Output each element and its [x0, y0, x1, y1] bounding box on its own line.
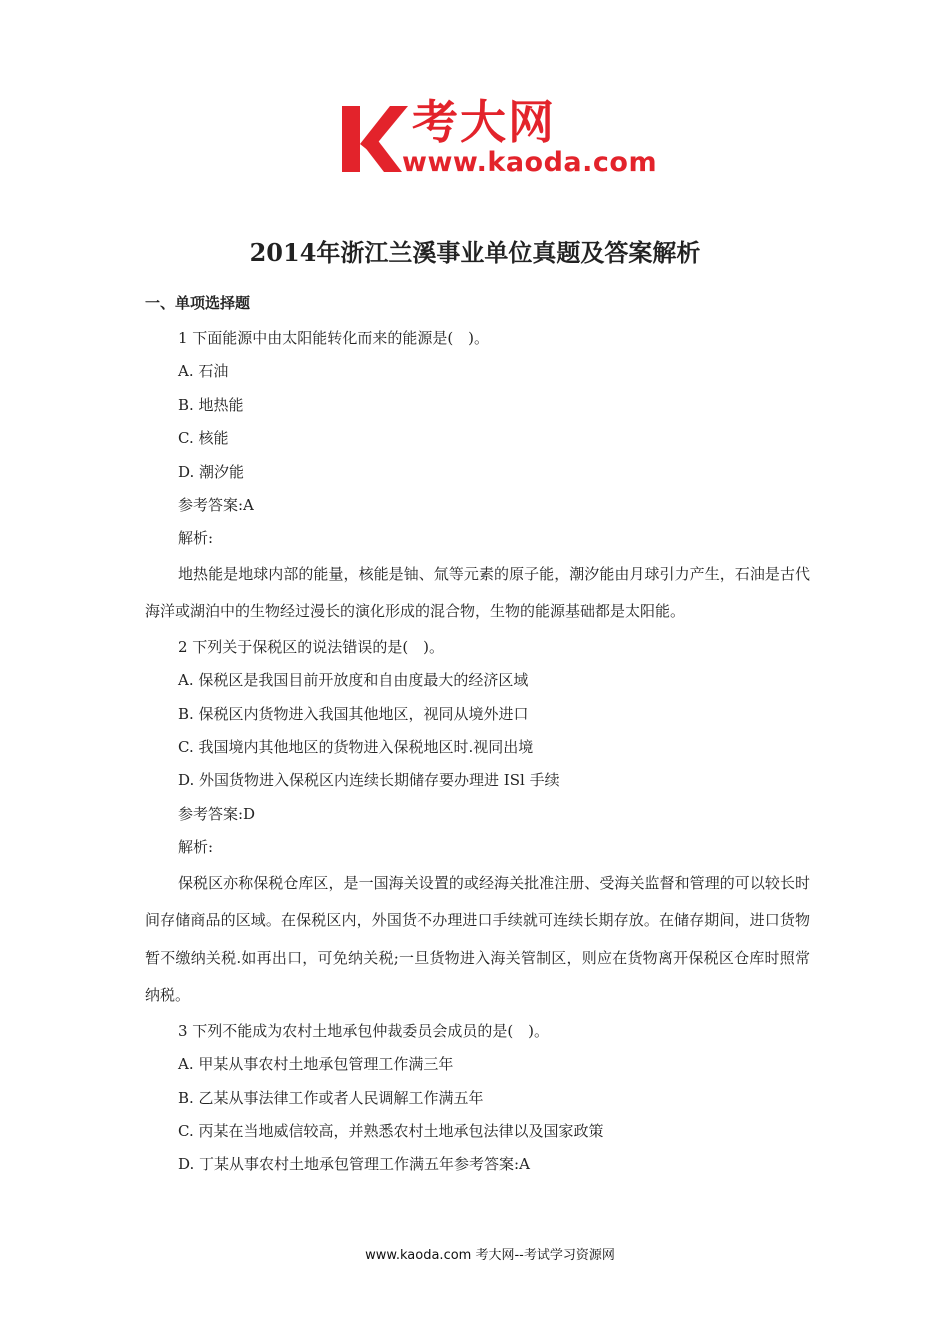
option-c: C. 核能 — [178, 429, 229, 448]
option-a: A. 石油 — [178, 362, 229, 381]
document-title: 2014年浙江兰溪事业单位真题及答案解析 — [249, 238, 701, 267]
kaoda-logo — [340, 96, 670, 186]
option-b: B. 乙某从事法律工作或者人民调解工作满五年 — [178, 1088, 484, 1107]
analysis-label: 解析: — [178, 529, 214, 548]
question-3 — [145, 1015, 810, 1182]
option-d: D. 丁某从事农村土地承包管理工作满五年参考答案:A — [178, 1155, 530, 1174]
section-heading: 一、单项选择题 — [145, 294, 251, 312]
option-a: A. 保税区是我国目前开放度和自由度最大的经济区域 — [178, 671, 529, 690]
analysis-label: 解析: — [178, 838, 214, 857]
question-stem: 3 下列不能成为农村土地承包仲裁委员会成员的是( )。 — [178, 1021, 550, 1040]
analysis-text: 保税区亦称保税仓库区，是一国海关设置的或经海关批准注册、受海关监督和管理的可以较长时间存储商品的区域。在保税区内，外国货不办理进口手续就可连续长期存放。在储存期间，进口货物暂不缴纳关税.如再出口，可免纳关税;一旦货物进入海关管制区，则应在货物离开保税区仓库时照常纳税。 — [145, 873, 810, 1005]
question-1 — [145, 322, 810, 631]
logo-url: www.kaoda.com — [402, 147, 658, 178]
reference-answer: 参考答案:A — [178, 496, 254, 515]
option-a: A. 甲某从事农村土地承包管理工作满三年 — [178, 1055, 454, 1074]
option-c: C. 丙某在当地威信较高，并熟悉农村土地承包法律以及国家政策 — [178, 1121, 604, 1140]
k-logo-icon — [340, 102, 410, 176]
document-body — [145, 289, 810, 1182]
question-stem: 2 下列关于保税区的说法错误的是( )。 — [178, 637, 445, 656]
option-c: C. 我国境内其他地区的货物进入保税地区时.视同出境 — [178, 738, 534, 757]
option-b: B. 地热能 — [178, 395, 244, 414]
question-stem: 1 下面能源中由太阳能转化而来的能源是( )。 — [178, 329, 490, 347]
reference-answer: 参考答案:D — [178, 804, 256, 823]
page-footer: www.kaoda.com 考大网--考试学习资源网 — [365, 1248, 615, 1263]
logo-brand-name: 考大网 — [412, 95, 556, 149]
question-2 — [145, 631, 810, 1015]
option-d: D. 潮汐能 — [178, 462, 245, 481]
option-b: B. 保税区内货物进入我国其他地区，视同从境外进口 — [178, 704, 529, 723]
analysis-text: 地热能是地球内部的能量，核能是铀、氚等元素的原子能，潮汐能由月球引力产生，石油是古代海洋或湖泊中的生物经过漫长的演化形成的混合物，生物的能源基础都是太阳能。 — [145, 564, 810, 621]
option-d: D. 外国货物进入保税区内连续长期储存要办理进 ISl 手续 — [178, 771, 560, 790]
